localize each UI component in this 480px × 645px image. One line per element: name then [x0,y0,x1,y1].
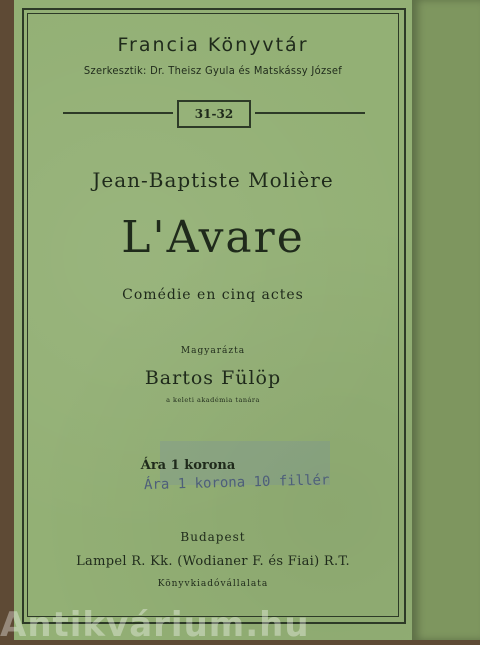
printed-price-text: Ára 1 korona [140,458,236,473]
book-spine [412,0,480,640]
translator-name: Bartos Fülöp [144,367,282,389]
volume-number: 31-32 [177,100,251,128]
author-name: Jean-Baptiste Molière [92,168,334,192]
publisher-name-line2: Könyvkiadóvállalata [157,579,269,589]
watermark: Antikvárium.hu [0,605,310,645]
book-cover [14,0,412,640]
translator-role: a keleti akadémia tanára [166,396,260,404]
book-subtitle: Comédie en cinq actes [122,287,304,303]
publisher-name: Lampel R. Kk. (Wodianer F. és Fiai) R.T. [76,554,350,569]
series-title: Francia Könyvtár [117,34,309,56]
editors-line: Szerkesztik: Dr. Theisz Gyula és Matskássy József [83,64,343,77]
book-title: L'Avare [121,212,305,263]
stamped-price: Ára 1 korona 10 fillér [143,472,330,494]
explanation-label: Magyarázta [180,346,246,356]
publication-city: Budapest [180,530,246,544]
